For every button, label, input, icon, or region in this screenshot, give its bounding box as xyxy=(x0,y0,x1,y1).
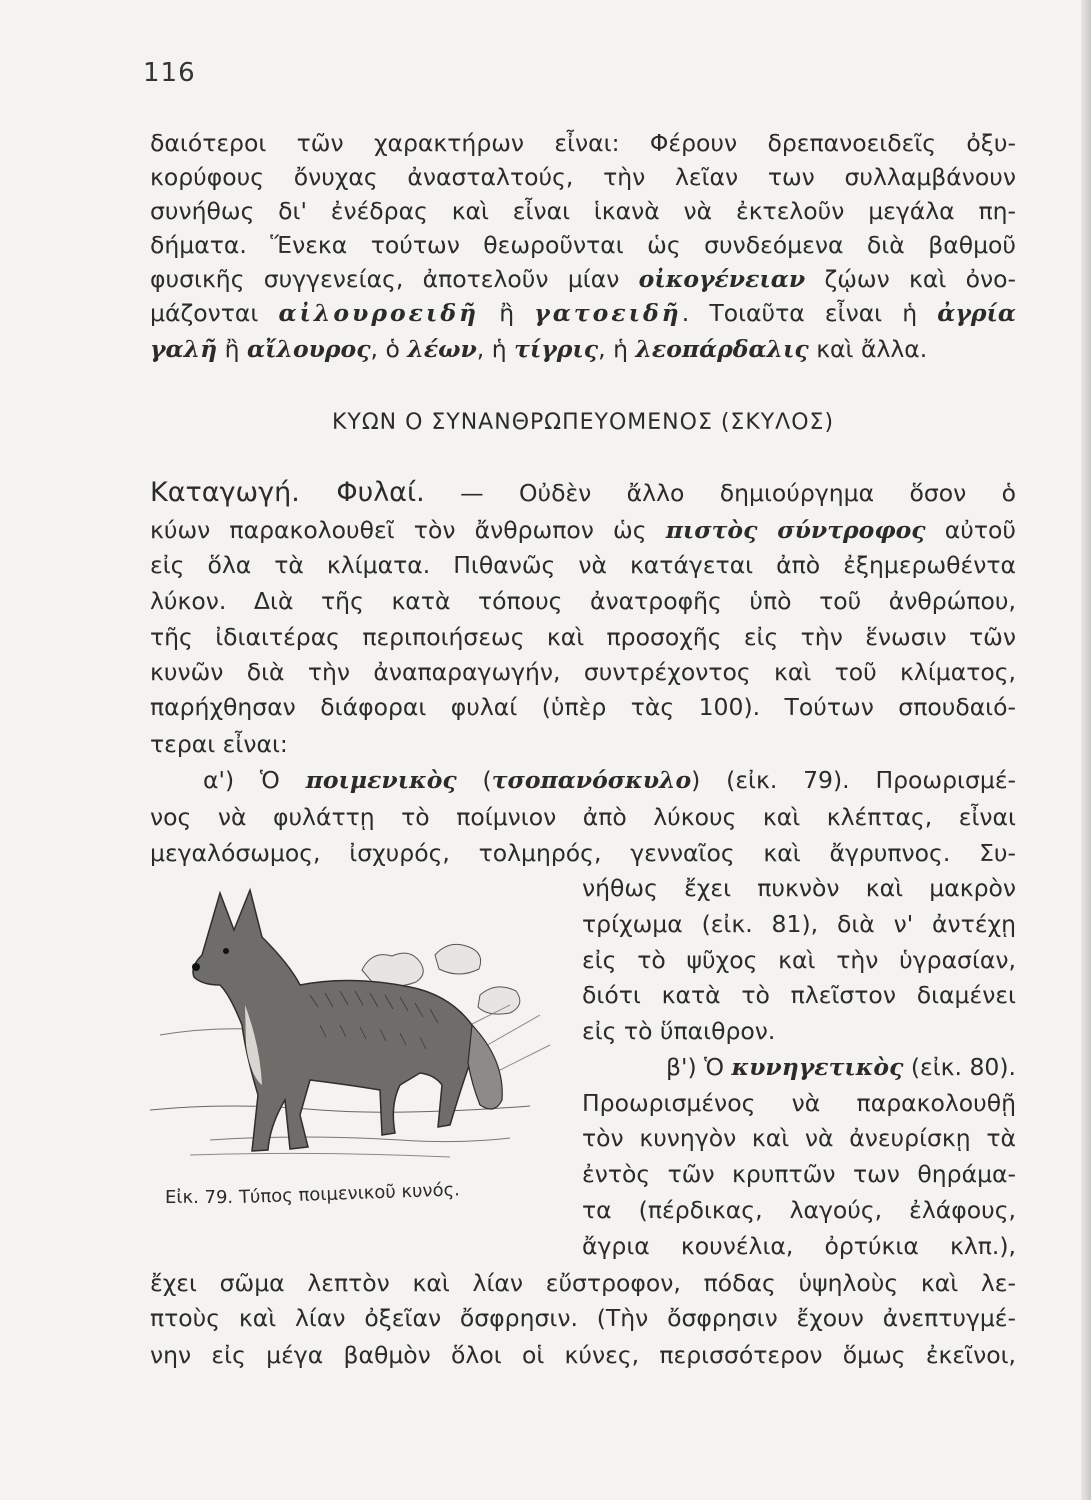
emphasis-term: λέων xyxy=(407,335,477,363)
text-line: φυσικῆς συγγενείας, ἀποτελοῦν μίαν οἰκογένειαν ζῴων καὶ ὀνο- xyxy=(150,265,1016,293)
text-line: δαιότεροι τῶν χαρακτήρων εἶναι: Φέρουν δρεπανοειδεῖς ὀξυ- xyxy=(150,129,1016,157)
dog-nose xyxy=(192,963,200,971)
text-line: νήθως ἔχει πυκνὸν καὶ μακρὸν xyxy=(582,874,1016,902)
text-line: τὸν κυνηγὸν καὶ νὰ ἀνευρίσκῃ τὰ xyxy=(582,1124,1016,1152)
emphasis-term: γαλῆ xyxy=(150,335,218,363)
page-edge xyxy=(1081,0,1091,1500)
text-line: πτοὺς καὶ λίαν ὀξεῖαν ὄσφρησιν. (Τὴν ὄσφρησιν ἔχουν ἀνεπτυγμέ- xyxy=(150,1304,1016,1332)
emphasis-term: οἰκογένειαν xyxy=(638,265,806,293)
text-line: εἰς τὸ ψῦχος καὶ τὴν ὑγρασίαν, xyxy=(582,946,1016,974)
emphasis-term: ἀγρία xyxy=(937,299,1016,327)
text-line: ἔχει σῶμα λεπτὸν καὶ λίαν εὔστροφον, πόδας ὑψηλοὺς καὶ λε- xyxy=(150,1269,1016,1297)
text-line: δήματα. Ἕνεκα τούτων θεωροῦνται ὡς συνδεόμενα διὰ βαθμοῦ xyxy=(150,231,1016,259)
page-number: 116 xyxy=(143,58,196,88)
text-line: μάζονται αἰλουροειδῆ ἢ γατοειδῆ. Τοιαῦτα εἶναι ἡ ἀγρία xyxy=(150,299,1016,327)
text-line: κορύφους ὄνυχας ἀνασταλτούς, τὴν λεῖαν των συλλαμβάνουν xyxy=(150,163,1016,191)
emphasis-term: πιστὸς σύντροφος xyxy=(665,516,926,544)
text-line: γαλῆ ἢ αἴλουρος, ὁ λέων, ἡ τίγρις, ἡ λεοπάρδαλις καὶ ἄλλα. xyxy=(150,335,928,363)
text-line: τεραι εἶναι: xyxy=(150,730,288,758)
emphasis-term: λεοπάρδαλις xyxy=(635,335,809,363)
text-line: Καταγωγή. Φυλαί. — Οὐδὲν ἄλλο δημιούργημα ὅσον ὁ xyxy=(150,477,1016,508)
sheep-shape xyxy=(435,944,481,974)
subheading: Καταγωγή. Φυλαί. xyxy=(150,477,425,508)
text-line: συνήθως δι' ἐνέδρας καὶ εἶναι ἱκανὰ νὰ ἐκτελοῦν μεγάλα πη- xyxy=(150,197,1016,225)
emphasis-term: ποιμενικὸς xyxy=(305,766,457,794)
list-item-a: α') Ὁ ποιμενικὸς (τσοπανόσκυλο) (εἰκ. 79). Προωρισμέ- xyxy=(203,766,1016,794)
text-line: Προωρισμένος νὰ παρακολουθῇ xyxy=(582,1089,1016,1117)
text-line: τρίχωμα (εἰκ. 81), διὰ ν' ἀντέχῃ xyxy=(582,910,1016,938)
text-line: νην εἰς μέγα βαθμὸν ὅλοι οἱ κύνες, περισσότερον ὅμως ἐκεῖνοι, xyxy=(150,1341,1016,1369)
emphasis-term: κυνηγετικὸς xyxy=(731,1053,904,1081)
text-line: νος νὰ φυλάττῃ τὸ ποίμνιον ἀπὸ λύκους καὶ κλέπτας, εἶναι xyxy=(150,803,1016,831)
text-line: εἰς τὸ ὕπαιθρον. xyxy=(582,1017,776,1045)
text-line: τα (πέρδικας, λαγούς, ἐλάφους, xyxy=(582,1196,1016,1224)
text-line: διότι κατὰ τὸ πλεῖστον διαμένει xyxy=(582,981,1016,1009)
text-line: κύων παρακολουθεῖ τὸν ἄνθρωπον ὡς πιστὸς σύντροφος αὐτοῦ xyxy=(150,516,1016,544)
text-line: τῆς ἰδιαιτέρας περιποιήσεως καὶ προσοχῆς εἰς τὴν ἕνωσιν τῶν xyxy=(150,623,1016,651)
dog-eye xyxy=(223,948,229,954)
text-line: κυνῶν διὰ τὴν ἀναπαραγωγήν, συντρέχοντος καὶ τοῦ κλίματος, xyxy=(150,658,1016,686)
section-heading: ΚΥΩΝ Ο ΣΥΝΑΝΘΡΩΠΕΥΟΜΕΝΟΣ (ΣΚΥΛΟΣ) xyxy=(331,410,835,435)
text-line: λύκον. Διὰ τῆς κατὰ τόπους ἀνατροφῆς ὑπὸ τοῦ ἀνθρώπου, xyxy=(150,587,1016,615)
emphasis-term: αἰλουροειδῆ xyxy=(278,299,480,327)
text-line: παρήχθησαν διάφοραι φυλαί (ὑπὲρ τὰς 100). Τούτων σπουδαιό- xyxy=(150,693,1016,721)
text-line: εἰς ὅλα τὰ κλίματα. Πιθανῶς νὰ κατάγεται ἀπὸ ἐξημερωθέντα xyxy=(150,551,1016,579)
emphasis-term: γατοειδῆ xyxy=(534,299,682,327)
figure-caption: Εἰκ. 79. Τύπος ποιμενικοῦ κυνός. xyxy=(165,1179,461,1208)
shepherd-dog-illustration xyxy=(150,885,570,1170)
text-line: μεγαλόσωμος, ἰσχυρός, τολμηρός, γενναῖος καὶ ἄγρυπνος. Συ- xyxy=(150,839,1016,867)
emphasis-term: τίγρις xyxy=(514,335,599,363)
text-line: ἄγρια κουνέλια, ὀρτύκια κλπ.), xyxy=(582,1232,1016,1260)
list-item-b: β') Ὁ κυνηγετικὸς (εἰκ. 80). xyxy=(665,1053,1016,1081)
dog-tail xyxy=(468,1025,502,1109)
text-line: ἐντὸς τῶν κρυπτῶν των θηράμα- xyxy=(582,1160,1016,1188)
dog-body xyxy=(193,890,484,1151)
emphasis-term: αἴλουρος xyxy=(247,335,371,363)
emphasis-term: τσοπανόσκυλο xyxy=(491,766,692,794)
